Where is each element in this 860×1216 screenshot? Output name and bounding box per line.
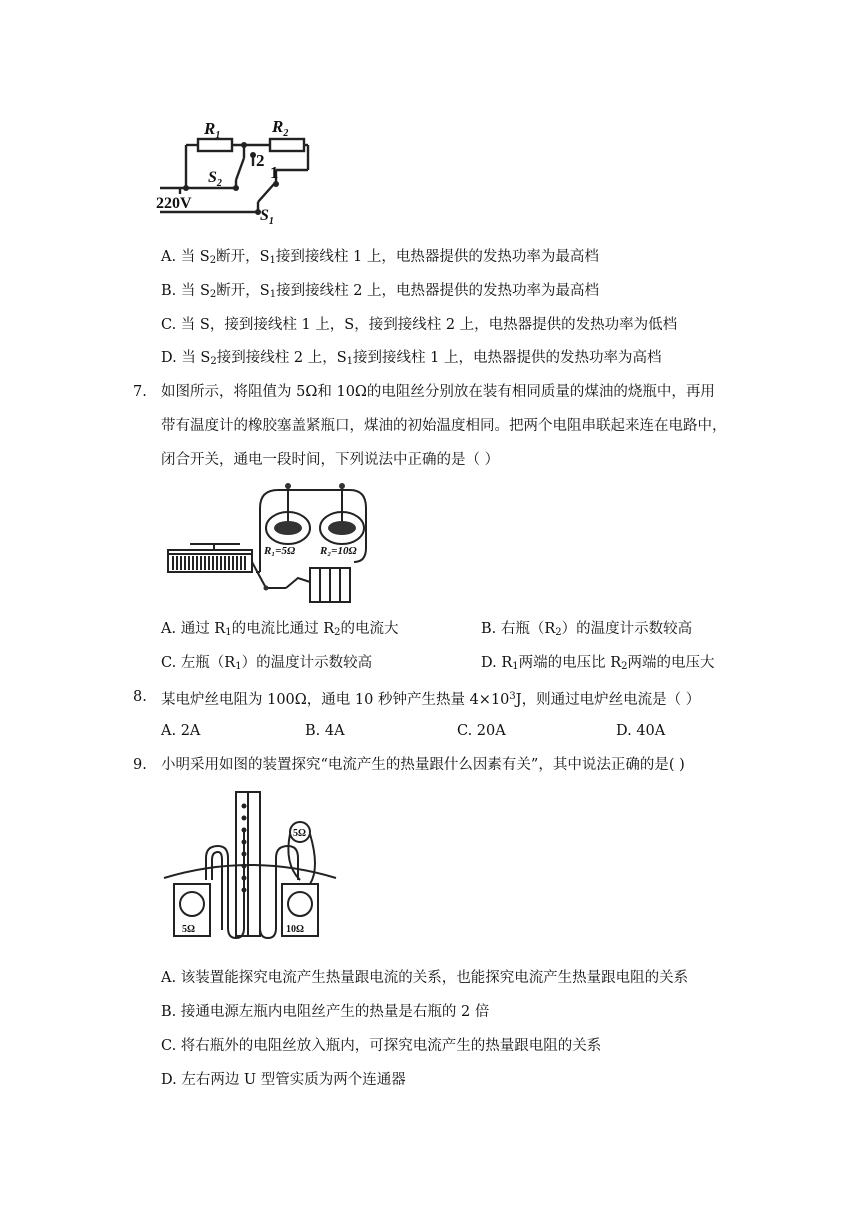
s1-label: $S_1$: [260, 207, 274, 226]
r1-value-label: R₁=5Ω: [264, 545, 296, 557]
q9-stem: 小明采用如图的装置探究“电流产生的热量跟什么因素有关”，其中说法正确的是( ): [161, 757, 685, 773]
q8-option-b: B. 4A: [305, 723, 345, 739]
q6-option-c: C. 当 S，接到接线柱 1 上，S，接到接线柱 2 上，电热器提供的发热功率为低档: [161, 317, 678, 333]
left-resistor-label: 5Ω: [182, 924, 196, 935]
q7-stem-line-3: 闭合开关，通电一段时间，下列说法中正确的是（ ）: [161, 452, 500, 468]
q9-option-c: C. 将右瓶外的电阻丝放入瓶内，可探究电流产生的热量跟电阻的关系: [161, 1038, 602, 1054]
q8-number: 8.: [133, 689, 147, 705]
q8-stem: 某电炉丝电阻为 100Ω，通电 10 秒钟产生热量 $4\times 10^3J$，则通过电炉丝电流是（ ）: [161, 691, 701, 708]
top-resistor-label: 5Ω: [293, 828, 307, 839]
q8-option-d: D. 40A: [616, 723, 666, 739]
q9-option-b: B. 接通电源左瓶内电阻丝产生的热量是右瓶的 2 倍: [161, 1004, 490, 1020]
circuit-diagram-q6: [150, 108, 320, 226]
q6-option-d: D. 当 $S_2$接到接线柱 2 上，$S_1$接到接线柱 1 上，电热器提供的发热功率为高档: [161, 350, 662, 367]
q6-option-b: B. 当 $S_2$断开，$S_1$接到接线柱 2 上，电热器提供的发热功率为最高档: [161, 283, 600, 300]
q9-option-a: A. 该装置能探究电流产生热量跟电流的关系，也能探究电流产生热量跟电阻的关系: [161, 970, 689, 986]
experiment-figure-q7: [160, 478, 380, 606]
s2-label: $S_2$: [208, 169, 222, 189]
q6-option-a: A. 当 $S_2$断开，$S_1$接到接线柱 1 上，电热器提供的发热功率为最高档: [161, 249, 599, 266]
r2-value-label: R₂=10Ω: [320, 545, 357, 557]
q7-stem-line-2: 带有温度计的橡胶塞盖紧瓶口，煤油的初始温度相同。把两个电阻串联起来连在电路中，: [161, 418, 727, 434]
q7-option-d: D. $R_1$两端的电压比 $R_2$两端的电压大: [481, 655, 715, 672]
q7-option-c: C. 左瓶$(R_1)$的温度计示数较高: [161, 655, 373, 672]
q8-option-a: A. 2A: [161, 723, 201, 739]
q7-option-a: A. 通过 $R_1$的电流比通过 $R_2$的电流大: [161, 621, 399, 638]
q9-number: 9.: [133, 757, 147, 773]
r1-label: $R_1$: [204, 119, 221, 141]
q7-number: 7.: [133, 384, 147, 400]
q7-option-b: B. 右瓶$(R_2)$的温度计示数较高: [481, 621, 693, 638]
q7-stem-line-1: 如图所示，将阻值为 5Ω和 10Ω的电阻丝分别放在装有相同质量的煤油的烧瓶中，再用: [161, 384, 715, 400]
q9-option-d: D. 左右两边 U 型管实质为两个连通器: [161, 1072, 406, 1088]
terminal-1-label: 1: [270, 163, 279, 182]
q8-option-c: C. 20A: [457, 723, 506, 739]
terminal-2-label: 2: [256, 151, 265, 170]
experiment-figure-q9: [160, 788, 340, 944]
voltage-label: 220V: [156, 195, 192, 212]
right-resistor-label: 10Ω: [286, 924, 305, 935]
r2-label: $R_2$: [272, 117, 289, 139]
